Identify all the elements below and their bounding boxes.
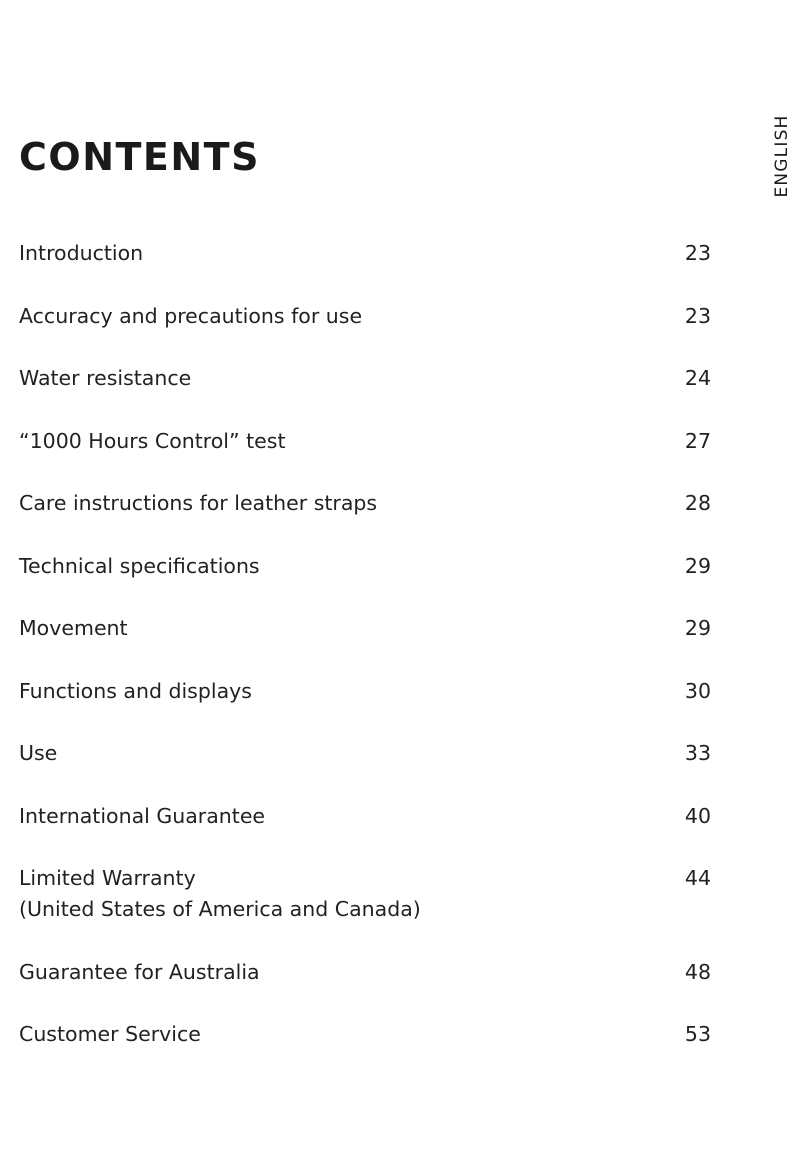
toc-entry-label: Limited Warranty (United States of America and Canada) — [19, 866, 421, 921]
page-title: CONTENTS — [19, 135, 260, 179]
table-of-contents — [19, 238, 711, 1082]
toc-entry-use[interactable] — [19, 738, 711, 769]
toc-entry-movement[interactable] — [19, 613, 711, 644]
toc-entry-label: Water resistance — [19, 366, 192, 390]
toc-entry-page: 40 — [684, 803, 711, 828]
toc-entry-label: Movement — [19, 616, 128, 640]
toc-entry-technical-specifications[interactable] — [19, 551, 711, 582]
toc-entry-accuracy[interactable] — [19, 301, 711, 332]
toc-entry-page: 48 — [684, 959, 711, 984]
toc-entry-page: 23 — [684, 303, 711, 328]
language-label: ENGLISH — [772, 114, 792, 198]
toc-entry-guarantee-australia[interactable] — [19, 957, 711, 988]
toc-entry-leather-straps[interactable] — [19, 488, 711, 519]
toc-entry-1000-hours-control[interactable] — [19, 426, 711, 457]
toc-entry-water-resistance[interactable] — [19, 363, 711, 394]
toc-entry-page: 28 — [684, 491, 711, 515]
toc-entry-page: 24 — [684, 366, 711, 390]
toc-entry-label: Introduction — [19, 241, 144, 265]
toc-entry-functions-displays[interactable] — [19, 676, 711, 707]
toc-entry-label: Guarantee for Australia — [19, 959, 260, 984]
toc-entry-international-guarantee[interactable] — [19, 801, 711, 832]
toc-entry-label: Accuracy and precautions for use — [19, 303, 363, 328]
toc-entry-page: 29 — [684, 553, 711, 578]
toc-entry-customer-service[interactable] — [19, 1019, 711, 1050]
toc-entry-label: Customer Service — [19, 1022, 201, 1046]
toc-entry-page: 33 — [684, 741, 711, 765]
toc-entry-page: 23 — [684, 241, 711, 265]
toc-entry-label: Use — [19, 741, 58, 765]
toc-entry-label: Care instructions for leather straps — [19, 491, 378, 515]
toc-entry-page: 27 — [684, 428, 711, 453]
toc-entry-limited-warranty[interactable] — [19, 863, 711, 925]
toc-entry-label: Technical specifications — [19, 553, 260, 578]
toc-entry-label: “1000 Hours Control” test — [19, 428, 286, 453]
toc-entry-page: 44 — [684, 866, 711, 890]
toc-entry-label: Functions and displays — [19, 678, 252, 703]
toc-entry-introduction[interactable] — [19, 238, 711, 269]
toc-entry-label: International Guarantee — [19, 803, 266, 828]
toc-entry-page: 53 — [684, 1022, 711, 1046]
toc-entry-page: 30 — [684, 678, 711, 703]
toc-entry-page: 29 — [684, 616, 711, 640]
